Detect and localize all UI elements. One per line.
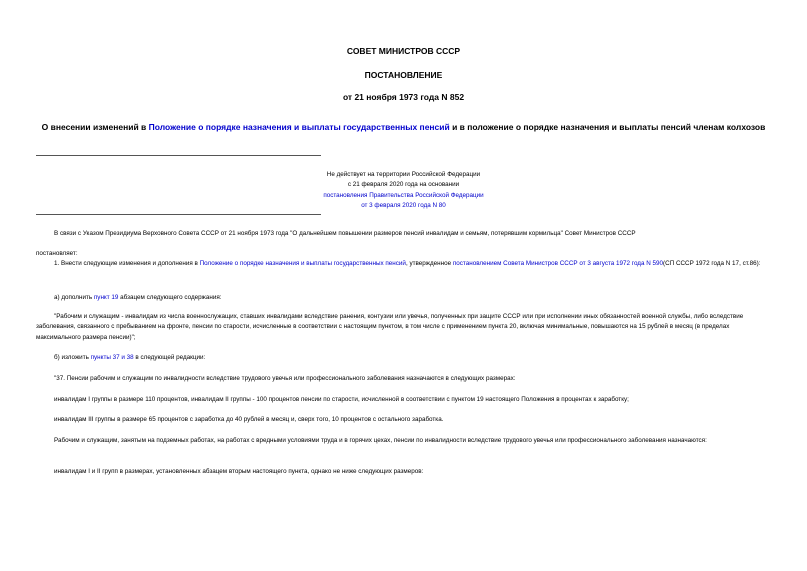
- item-a-text-b: абзацем следующего содержания:: [118, 294, 222, 301]
- notice-link-decree-date[interactable]: от 3 февраля 2020 года N 80: [361, 202, 446, 210]
- paragraph-resolves: постановляет:: [36, 250, 78, 257]
- paragraph-groups-1-2: инвалидам I группы в размере 110 процентов, инвалидам II группы - 100 процентов пенсии по старости, исчисленной в соответствии с пунктом 19 настоящего Положения в процентах к заработку;: [54, 396, 629, 403]
- paragraph-hazardous-work: Рабочим и служащим, занятым на подземных работах, на работах с вредными условиями труда и в горячих цехах, пенсии по инвалидности вследствие трудового увечья или профессионального заболевания назначаются:: [54, 437, 707, 444]
- issuing-body: СОВЕТ МИНИСТРОВ СССР: [346, 46, 461, 56]
- item-1-link-decree-590[interactable]: постановлением Совета Министров СССР от 3 августа 1972 года N 590: [452, 260, 664, 267]
- paragraph-item-a: [36, 293, 768, 303]
- paragraph-group-3: инвалидам III группы в размере 65 процентов с заработка до 40 рублей в месяц и, сверх того, 10 процентов с остального заработка.: [54, 416, 444, 423]
- paragraph-preamble: В связи с Указом Президиума Верховного Совета СССР от 21 ноября 1973 года "О дальнейшем повышении размеров пенсий инвалидам и семьям, потерявшим кормильца" Совет Министров СССР: [54, 230, 636, 237]
- paragraph-servicemen-pension: "Рабочим и служащим - инвалидам из числа военнослужащих, ставших инвалидами вследствие ранения, контузии или увечья, полученных при защите СССР или при исполнении иных обязанностей военной службы, либо вследствие заболевания, связанного с пребыванием на фронте, пенсии по старости, исчисленные в соответствии с настоящим пунктом, в том числе с применением пункта 20, включая минимальные, повышаются на 15 рублей в месяц (в пределах максимального размера пенсии)";: [36, 313, 744, 341]
- paragraph-minimum-sizes: инвалидам I и II групп в размерах, установленных абзацем вторым настоящего пункта, однако не ниже следующих размеров:: [54, 468, 424, 475]
- item-1-text-c: (СП СССР 1972 года N 17, ст.86):: [663, 260, 761, 267]
- item-1-text-a: 1. Внести следующие изменения и дополнения в: [54, 260, 200, 267]
- document-date-number: от 21 ноября 1973 года N 852: [342, 92, 465, 102]
- paragraph-item-b: [36, 353, 768, 363]
- notice-link-government-decree[interactable]: постановления Правительства Российской Федерации: [323, 191, 484, 199]
- item-a-text-a: а) дополнить: [54, 294, 94, 301]
- notice-line-1: Не действует на территории Российской Федерации: [326, 171, 481, 178]
- notice-line-2: с 21 февраля 2020 года на основании: [347, 181, 460, 189]
- item-b-link-points-37-38[interactable]: пункты 37 и 38: [90, 354, 134, 361]
- document-title: [40, 121, 767, 133]
- item-1-text-b: , утвержденное: [405, 260, 453, 267]
- item-b-text-a: б) изложить: [54, 354, 91, 361]
- divider-top: [36, 155, 321, 156]
- paragraph-item-1: [36, 259, 768, 269]
- item-a-link-point-19[interactable]: пункт 19: [93, 294, 119, 301]
- title-text-2: и в положение о порядке назначения и выплаты пенсий членам колхозов: [449, 122, 766, 132]
- item-1-link-regulation[interactable]: Положение о порядке назначения и выплаты государственных пенсий: [199, 260, 406, 267]
- divider-bottom: [36, 214, 321, 215]
- validity-notice: [240, 170, 567, 212]
- item-b-text-b: в следующей редакции:: [133, 354, 206, 361]
- title-link-pension-regulation[interactable]: Положение о порядке назначения и выплаты государственных пенсий: [148, 122, 450, 132]
- title-text-1: О внесении изменений в: [41, 122, 149, 132]
- paragraph-point-37: "37. Пенсии рабочим и служащим по инвалидности вследствие трудового увечья или профессионального заболевания назначаются в следующих размерах:: [54, 375, 516, 382]
- document-type: ПОСТАНОВЛЕНИЕ: [364, 70, 443, 80]
